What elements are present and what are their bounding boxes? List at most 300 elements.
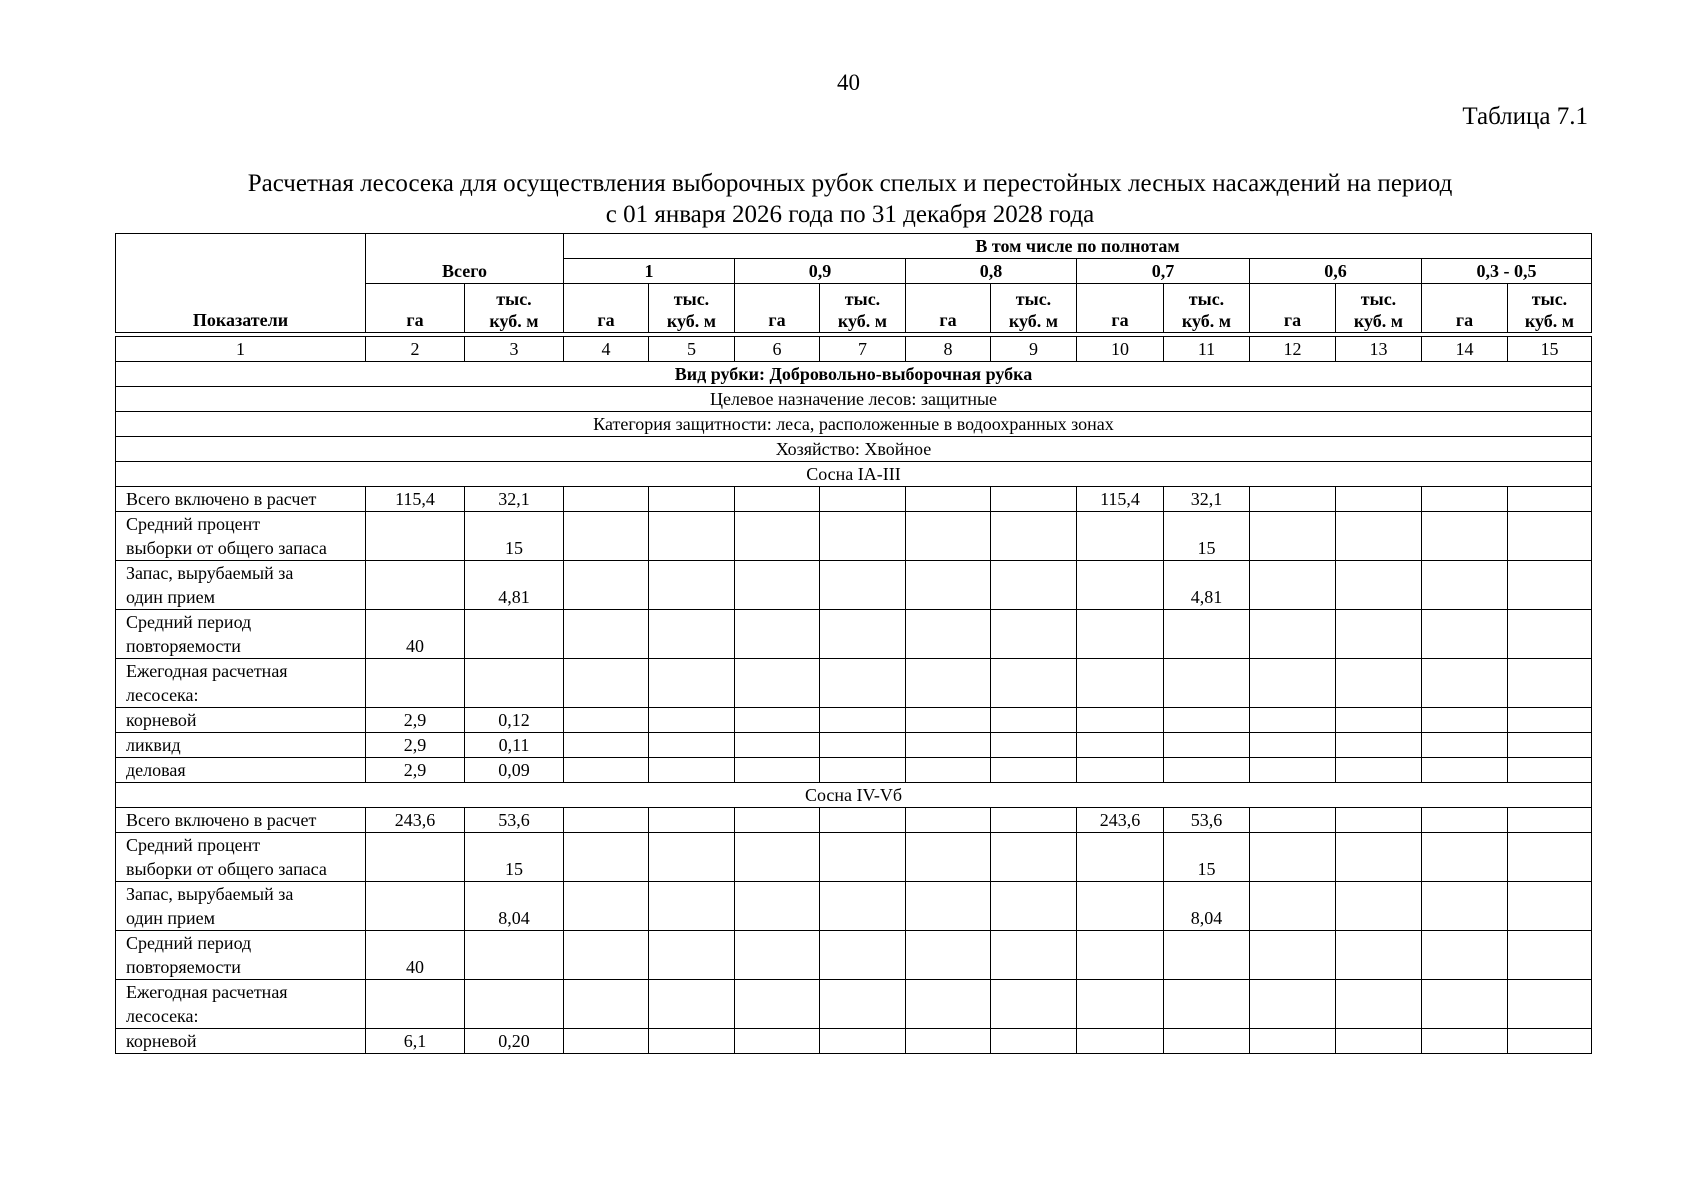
row-label-line: один прием: [126, 587, 216, 607]
table-cell: [1336, 733, 1422, 758]
table-cell: [1336, 1029, 1422, 1054]
table-cell: [1336, 708, 1422, 733]
table-title-line-2: с 01 января 2026 года по 31 декабря 2028 года: [605, 201, 1095, 228]
table-cell: [1250, 487, 1336, 512]
allowable-cut-table: [115, 233, 1592, 1054]
row-label-line: ликвид: [126, 735, 181, 755]
unit-volume-line-1: тыс.: [496, 289, 532, 309]
table-cell: [564, 833, 649, 882]
table-cell: 2,9: [366, 733, 465, 758]
table-cell: [906, 882, 991, 931]
table-cell: [366, 512, 465, 561]
table-cell: [564, 758, 649, 783]
table-cell: [820, 882, 906, 931]
table-cell: [991, 833, 1077, 882]
table-cell: 115,4: [366, 487, 465, 512]
table-cell: [1336, 931, 1422, 980]
table-cell: [564, 659, 649, 708]
unit-volume: [820, 284, 906, 333]
table-cell: [1422, 708, 1508, 733]
table-cell: [991, 980, 1077, 1029]
table-cell: [735, 610, 820, 659]
header-density-0-9: 0,9: [735, 259, 906, 284]
section-row: [116, 437, 1592, 462]
table-cell: [564, 561, 649, 610]
row-label-line: корневой: [126, 1031, 197, 1051]
table-cell: [564, 512, 649, 561]
table-cell: [820, 833, 906, 882]
row-label-line: Средний процент: [126, 835, 261, 855]
table-cell: [991, 561, 1077, 610]
table-cell: [820, 708, 906, 733]
table-cell: [1164, 931, 1250, 980]
table-cell: [820, 561, 906, 610]
row-label-line: Средний период: [126, 612, 252, 632]
column-number: 13: [1336, 337, 1422, 362]
table-cell: [366, 980, 465, 1029]
table-cell: [1422, 659, 1508, 708]
table-cell: [1250, 708, 1336, 733]
unit-volume-line-1: тыс.: [673, 289, 710, 309]
row-label-line: лесосека:: [126, 685, 199, 705]
table-title: [110, 168, 1590, 230]
table-cell: 0,11: [465, 733, 564, 758]
column-number: 6: [735, 337, 820, 362]
table-cell: [1164, 1029, 1250, 1054]
unit-volume-line-1: тыс.: [1015, 289, 1052, 309]
table-cell: 40: [366, 610, 465, 659]
row-label: [116, 931, 366, 980]
row-label: [116, 882, 366, 931]
column-number: 12: [1250, 337, 1336, 362]
table-cell: [649, 659, 735, 708]
table-cell: [991, 808, 1077, 833]
section-heading: Вид рубки: Добровольно-выборочная рубка: [116, 362, 1592, 387]
table-cell: [1508, 659, 1592, 708]
row-label-line: Всего включено в расчет: [126, 489, 317, 509]
row-label-line: корневой: [126, 710, 197, 730]
unit-volume-line-2: куб. м: [1524, 311, 1575, 331]
table-cell: [1164, 708, 1250, 733]
table-cell: [820, 733, 906, 758]
unit-volume-line-2: куб. м: [666, 311, 717, 331]
table-cell: [1508, 512, 1592, 561]
table-row: [116, 487, 1592, 512]
table-cell: [735, 808, 820, 833]
table-cell: [906, 512, 991, 561]
table-cell: [735, 1029, 820, 1054]
table-cell: 15: [1164, 833, 1250, 882]
unit-volume-line-1: тыс.: [1360, 289, 1397, 309]
table-cell: 2,9: [366, 758, 465, 783]
table-cell: [1422, 1029, 1508, 1054]
table-cell: [366, 561, 465, 610]
table-cell: [735, 733, 820, 758]
species-group-row: [116, 783, 1592, 808]
table-cell: [1508, 733, 1592, 758]
row-label: [116, 833, 366, 882]
table-cell: [820, 659, 906, 708]
row-label: [116, 512, 366, 561]
table-cell: [906, 487, 991, 512]
table-cell: 32,1: [1164, 487, 1250, 512]
table-row: [116, 708, 1592, 733]
table-cell: [1336, 833, 1422, 882]
table-title-line-1: Расчетная лесосека для осуществления выборочных рубок спелых и перестойных лесных насаждений на период: [247, 170, 1453, 197]
table-cell: [1336, 659, 1422, 708]
table-cell: [906, 610, 991, 659]
table-cell: 6,1: [366, 1029, 465, 1054]
column-number: 3: [465, 337, 564, 362]
table-cell: [735, 561, 820, 610]
table-body: [116, 362, 1592, 1054]
table-cell: [906, 659, 991, 708]
table-cell: [1250, 659, 1336, 708]
table-cell: [465, 931, 564, 980]
table-cell: [991, 931, 1077, 980]
unit-volume-line-2: куб. м: [489, 311, 539, 331]
table-cell: [1077, 833, 1164, 882]
table-row: [116, 980, 1592, 1029]
table-cell: [1336, 882, 1422, 931]
header-including: В том числе по полнотам: [564, 234, 1592, 259]
table-cell: 0,09: [465, 758, 564, 783]
table-cell: [906, 733, 991, 758]
table-cell: 0,20: [465, 1029, 564, 1054]
table-cell: [649, 561, 735, 610]
unit-volume-line-1: тыс.: [1188, 289, 1225, 309]
unit-volume-line-2: куб. м: [1181, 311, 1232, 331]
table-cell: [1508, 882, 1592, 931]
header-density-1: 1: [564, 259, 735, 284]
unit-volume: [1508, 284, 1592, 333]
table-cell: [1164, 980, 1250, 1029]
row-label-line: выборки от общего запаса: [126, 859, 327, 879]
unit-ha: га: [564, 284, 649, 333]
table-cell: [564, 980, 649, 1029]
table-cell: [1422, 512, 1508, 561]
header-density-0-6: 0,6: [1250, 259, 1422, 284]
table-row: [116, 808, 1592, 833]
table-cell: [649, 931, 735, 980]
section-heading: Категория защитности: леса, расположенные в водоохранных зонах: [116, 412, 1592, 437]
unit-volume-line-2: куб. м: [1353, 311, 1404, 331]
row-label: [116, 610, 366, 659]
table-cell: [1508, 833, 1592, 882]
table-cell: [1422, 980, 1508, 1029]
table-cell: [735, 512, 820, 561]
table-row: [116, 561, 1592, 610]
table-cell: [1422, 882, 1508, 931]
header-density-0-7: 0,7: [1077, 259, 1250, 284]
table-cell: [735, 659, 820, 708]
table-cell: 4,81: [465, 561, 564, 610]
table-cell: [991, 733, 1077, 758]
row-label: [116, 758, 366, 783]
table-cell: [735, 882, 820, 931]
table-cell: [1250, 758, 1336, 783]
table-cell: [649, 833, 735, 882]
table-cell: [1077, 512, 1164, 561]
table-cell: 15: [1164, 512, 1250, 561]
unit-volume-line-1: тыс.: [1531, 289, 1568, 309]
table-cell: [991, 758, 1077, 783]
section-row: [116, 362, 1592, 387]
table-cell: [564, 733, 649, 758]
table-cell: [649, 758, 735, 783]
section-row: [116, 387, 1592, 412]
column-number: 4: [564, 337, 649, 362]
column-number: 5: [649, 337, 735, 362]
column-number: 8: [906, 337, 991, 362]
row-label-line: лесосека:: [126, 1006, 199, 1026]
row-label-line: Средний период: [126, 933, 252, 953]
unit-volume: [1336, 284, 1422, 333]
table-cell: [366, 882, 465, 931]
table-cell: [906, 758, 991, 783]
table-cell: [649, 610, 735, 659]
row-label: [116, 1029, 366, 1054]
table-cell: 15: [465, 512, 564, 561]
table-cell: [1077, 758, 1164, 783]
page-number: 40: [837, 70, 860, 95]
table-cell: [649, 808, 735, 833]
table-cell: [820, 808, 906, 833]
table-cell: [906, 833, 991, 882]
table-cell: [1164, 659, 1250, 708]
row-label-line: Ежегодная расчетная: [126, 661, 288, 681]
row-label: [116, 487, 366, 512]
unit-ha: га: [1250, 284, 1336, 333]
table-cell: [366, 833, 465, 882]
section-row: [116, 412, 1592, 437]
table-cell: [1508, 931, 1592, 980]
row-label: [116, 980, 366, 1029]
table-cell: [649, 980, 735, 1029]
row-label: [116, 733, 366, 758]
table-cell: [991, 659, 1077, 708]
table-cell: [1077, 1029, 1164, 1054]
table-cell: [1508, 487, 1592, 512]
table-cell: [735, 980, 820, 1029]
table-cell: [564, 1029, 649, 1054]
table-cell: [649, 512, 735, 561]
row-label-line: выборки от общего запаса: [126, 538, 327, 558]
table-row: [116, 758, 1592, 783]
table-cell: [1422, 733, 1508, 758]
table-row: [116, 512, 1592, 561]
species-group-heading: Сосна IV-Vб: [116, 783, 1592, 808]
table-cell: [1077, 980, 1164, 1029]
table-cell: [1508, 708, 1592, 733]
row-label-line: Запас, вырубаемый за: [126, 884, 294, 904]
unit-ha: га: [906, 284, 991, 333]
table-cell: [649, 733, 735, 758]
table-cell: [991, 882, 1077, 931]
table-cell: [1422, 610, 1508, 659]
table-cell: [564, 708, 649, 733]
header-density-0-8: 0,8: [906, 259, 1077, 284]
column-number: 15: [1508, 337, 1592, 362]
table-cell: [1336, 808, 1422, 833]
table-cell: [906, 980, 991, 1029]
table-cell: [991, 487, 1077, 512]
column-number: 14: [1422, 337, 1508, 362]
table-cell: [735, 833, 820, 882]
table-cell: [1336, 512, 1422, 561]
table-cell: [465, 659, 564, 708]
table-cell: [1336, 980, 1422, 1029]
table-cell: [649, 1029, 735, 1054]
table-cell: [1422, 758, 1508, 783]
table-cell: [1508, 758, 1592, 783]
table-cell: [991, 1029, 1077, 1054]
species-group-heading: Сосна IA-III: [116, 462, 1592, 487]
table-cell: [465, 610, 564, 659]
table-row: [116, 610, 1592, 659]
table-cell: [906, 931, 991, 980]
table-cell: [1164, 758, 1250, 783]
column-number: 1: [116, 337, 366, 362]
table-cell: [820, 931, 906, 980]
table-cell: [564, 610, 649, 659]
column-number: 7: [820, 337, 906, 362]
header-total: Всего: [366, 234, 564, 284]
table-cell: [1250, 610, 1336, 659]
section-heading: Хозяйство: Хвойное: [116, 437, 1592, 462]
table-cell: [735, 487, 820, 512]
row-label: [116, 561, 366, 610]
table-cell: [820, 610, 906, 659]
table-cell: [1250, 733, 1336, 758]
table-cell: 32,1: [465, 487, 564, 512]
table-cell: [1336, 610, 1422, 659]
table-cell: [1250, 1029, 1336, 1054]
row-label-line: Средний процент: [126, 514, 261, 534]
table-cell: [735, 758, 820, 783]
column-number: 9: [991, 337, 1077, 362]
unit-volume: [465, 284, 564, 333]
table-cell: [1164, 733, 1250, 758]
table-cell: [820, 487, 906, 512]
row-label: [116, 659, 366, 708]
table-row: [116, 659, 1592, 708]
table-cell: [1077, 561, 1164, 610]
table-cell: [1508, 808, 1592, 833]
row-label-line: повторяемости: [126, 957, 241, 977]
table-cell: [1250, 980, 1336, 1029]
unit-ha: га: [366, 284, 465, 333]
table-cell: [1422, 808, 1508, 833]
table-row: [116, 882, 1592, 931]
table-cell: [1508, 1029, 1592, 1054]
table-cell: [1077, 733, 1164, 758]
table-row: [116, 733, 1592, 758]
table-cell: 53,6: [1164, 808, 1250, 833]
table-cell: [1164, 610, 1250, 659]
header-indicators: Показатели: [116, 234, 366, 333]
table-cell: [1422, 487, 1508, 512]
table-cell: [735, 708, 820, 733]
table-cell: 8,04: [465, 882, 564, 931]
table-cell: 15: [465, 833, 564, 882]
table-cell: [1336, 561, 1422, 610]
table-cell: [649, 487, 735, 512]
table-cell: [1508, 610, 1592, 659]
table-cell: [649, 708, 735, 733]
column-number: 11: [1164, 337, 1250, 362]
table-row: [116, 1029, 1592, 1054]
table-row: [116, 833, 1592, 882]
table-cell: [906, 708, 991, 733]
table-cell: [564, 808, 649, 833]
header-density-0-3-0-5: 0,3 - 0,5: [1422, 259, 1592, 284]
column-number: 10: [1077, 337, 1164, 362]
table-cell: 243,6: [1077, 808, 1164, 833]
table-cell: [906, 808, 991, 833]
table-cell: 53,6: [465, 808, 564, 833]
row-label: [116, 708, 366, 733]
table-cell: [1250, 561, 1336, 610]
table-cell: 8,04: [1164, 882, 1250, 931]
header-row-1: [116, 234, 1592, 259]
table-cell: [564, 882, 649, 931]
table-cell: [1077, 882, 1164, 931]
unit-ha: га: [735, 284, 820, 333]
column-numbers-row: [116, 337, 1592, 362]
table-cell: [1250, 882, 1336, 931]
table-cell: 4,81: [1164, 561, 1250, 610]
unit-volume: [649, 284, 735, 333]
table-cell: [1508, 980, 1592, 1029]
row-label-line: Всего включено в расчет: [126, 810, 317, 830]
table-cell: [1422, 561, 1508, 610]
unit-volume: [1164, 284, 1250, 333]
table-cell: [1336, 487, 1422, 512]
table-cell: [1250, 808, 1336, 833]
table-cell: [820, 1029, 906, 1054]
row-label-line: Ежегодная расчетная: [126, 982, 288, 1002]
row-label: [116, 808, 366, 833]
table-cell: [991, 512, 1077, 561]
table-cell: [991, 708, 1077, 733]
table-cell: [366, 659, 465, 708]
table-row: [116, 931, 1592, 980]
table-cell: 243,6: [366, 808, 465, 833]
species-group-row: [116, 462, 1592, 487]
unit-volume-line-2: куб. м: [837, 311, 888, 331]
table-cell: [735, 931, 820, 980]
table-cell: [1250, 512, 1336, 561]
table-cell: 115,4: [1077, 487, 1164, 512]
table-cell: [465, 980, 564, 1029]
table-cell: [1508, 561, 1592, 610]
table-cell: 2,9: [366, 708, 465, 733]
unit-ha: га: [1422, 284, 1508, 333]
table-cell: [820, 758, 906, 783]
section-heading: Целевое назначение лесов: защитные: [116, 387, 1592, 412]
table-cell: [991, 610, 1077, 659]
table-cell: [1077, 931, 1164, 980]
table-cell: [564, 487, 649, 512]
table-cell: [820, 980, 906, 1029]
table-cell: [1077, 610, 1164, 659]
row-label-line: деловая: [126, 760, 186, 780]
table-cell: [1336, 758, 1422, 783]
table-cell: [1250, 931, 1336, 980]
unit-volume-line-1: тыс.: [844, 289, 881, 309]
table-cell: [820, 512, 906, 561]
